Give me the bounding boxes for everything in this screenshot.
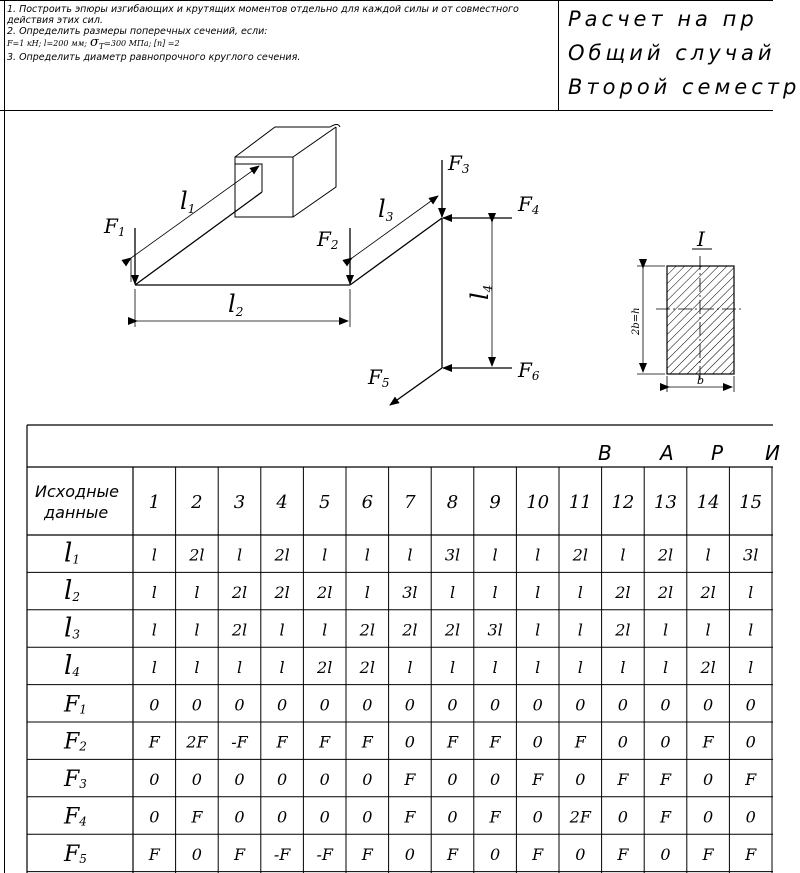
row-label: l4 — [64, 650, 80, 681]
table-cell: 0 — [234, 807, 245, 827]
task-line-2: действия этих сил. — [7, 15, 103, 26]
table-cell: 0 — [703, 695, 714, 715]
label-l3: l3 — [378, 195, 394, 224]
table-cell: 2l — [615, 583, 631, 603]
label-l1: l1 — [180, 187, 196, 216]
table-cell: 2l — [317, 657, 333, 677]
table-cell: 2l — [657, 583, 674, 603]
table-cell: F — [446, 844, 459, 864]
table-cell: l — [748, 620, 754, 640]
table-cell: F — [702, 732, 714, 752]
table-cell: l — [492, 583, 498, 603]
table-cell: 0 — [277, 770, 288, 790]
table-cell: l — [194, 583, 200, 603]
table-cell: 0 — [575, 695, 586, 715]
table-cell: l — [748, 657, 754, 677]
table-cell: 0 — [703, 770, 714, 790]
label-f3: F3 — [448, 151, 470, 176]
table-cell: F — [702, 844, 714, 864]
table-cell: l — [705, 545, 711, 565]
table-cell: 0 — [745, 807, 756, 827]
table-cell: 0 — [617, 695, 628, 715]
table-cell: l — [322, 620, 328, 640]
table-cell: l — [151, 620, 157, 640]
row-label: l2 — [64, 576, 80, 607]
table-cell: l — [449, 583, 456, 603]
title-line-1: Расчет на пр — [568, 7, 758, 31]
table-cell: 0 — [447, 807, 458, 827]
table-cell: 2l — [231, 583, 248, 603]
row-label: l1 — [64, 538, 80, 569]
table-cell: 2F — [569, 807, 591, 827]
table-cell: 2l — [317, 583, 333, 603]
variant-number: 6 — [361, 492, 374, 513]
table-cell: F — [617, 770, 629, 790]
table-cell: 3l — [444, 545, 461, 565]
variant-number: 12 — [611, 492, 635, 513]
table-cell: 3l — [743, 545, 759, 565]
table-cell: 0 — [149, 807, 160, 827]
table-cell: 0 — [149, 695, 160, 715]
title-line-3: Второй семестр — [568, 75, 800, 99]
table-cell: 2l — [231, 620, 248, 640]
label-f1: F1 — [104, 214, 126, 239]
label-f6: F6 — [518, 358, 540, 383]
table-cell: 0 — [703, 807, 714, 827]
table-cell: 0 — [745, 732, 756, 752]
table-cell: 2l — [657, 545, 674, 565]
variant-number: 7 — [404, 492, 416, 513]
table-cell: l — [151, 583, 157, 603]
label-f2: F2 — [317, 227, 339, 252]
title-line-2: Общий случай — [568, 41, 776, 65]
table-cell: 2F — [186, 732, 208, 752]
table-cell: l — [364, 545, 370, 565]
table-cell: 0 — [362, 807, 373, 827]
table-cell: 0 — [319, 695, 330, 715]
label-l4: l4 — [466, 284, 495, 300]
table-cell: 2l — [700, 583, 716, 603]
table-cell: 3l — [402, 583, 418, 603]
table-cell: 0 — [362, 770, 373, 790]
table-cell: l — [535, 545, 541, 565]
variant-number: 2 — [191, 492, 203, 513]
row-label: F2 — [64, 729, 87, 755]
table-cell: 2l — [189, 545, 205, 565]
header-label-line-1: Исходные — [35, 482, 120, 501]
table-cell: F — [745, 770, 757, 790]
table-cell: l — [577, 657, 583, 677]
table-cell: 0 — [277, 807, 288, 827]
table-cell: -F — [316, 844, 333, 864]
table-cell: 0 — [660, 732, 671, 752]
banner-letter: Р — [711, 441, 724, 465]
table-cell: l — [151, 545, 157, 565]
table-cell: 0 — [617, 807, 628, 827]
table-cell: F — [361, 732, 373, 752]
table-cell: 0 — [660, 844, 671, 864]
table-cell: l — [194, 657, 200, 677]
table-cell: l — [492, 545, 498, 565]
table-cell: 0 — [362, 695, 373, 715]
table-text — [35, 441, 780, 867]
task-line-3: 2. Определить размеры поперечных сечений, если: — [7, 26, 268, 37]
given-sigma: σ — [89, 35, 99, 50]
table-cell: 0 — [617, 732, 628, 752]
table-cell: 0 — [234, 695, 245, 715]
table-cell: 2l — [572, 545, 588, 565]
table-cell: F — [489, 807, 501, 827]
table-cell: -F — [273, 844, 291, 864]
table-cell: l — [407, 545, 413, 565]
table-cell: l — [620, 545, 626, 565]
table-cell: 2l — [359, 657, 375, 677]
table-cell: l — [748, 583, 754, 603]
table-cell: 0 — [319, 807, 330, 827]
variant-number: 8 — [446, 492, 459, 513]
table-cell: 0 — [404, 732, 415, 752]
table-cell: 0 — [191, 770, 202, 790]
table-cell: l — [662, 657, 669, 677]
table-cell: 0 — [404, 844, 415, 864]
table-cell: 0 — [191, 844, 202, 864]
table-cell: 0 — [575, 844, 586, 864]
table-cell: F — [745, 844, 757, 864]
variant-number: 14 — [696, 492, 720, 513]
table-cell: F — [276, 732, 288, 752]
variant-number: 15 — [739, 492, 763, 513]
variant-number: 13 — [654, 492, 677, 513]
table-cell: F — [532, 844, 544, 864]
table-cell: F — [659, 770, 672, 790]
table-cell: 0 — [660, 695, 671, 715]
variant-number: 9 — [489, 492, 501, 513]
table-cell: 2l — [444, 620, 461, 640]
table-cell: 2l — [274, 583, 290, 603]
section-width-label: b — [697, 374, 705, 387]
row-label: F4 — [64, 804, 87, 830]
row-label: F1 — [64, 692, 87, 718]
table-cell: 2l — [274, 545, 290, 565]
section-name: I — [697, 227, 705, 251]
row-label: F5 — [64, 841, 87, 867]
table-cell: 0 — [490, 844, 501, 864]
table-cell: F — [361, 844, 373, 864]
table-cell: l — [705, 620, 711, 640]
banner-letter: И — [765, 441, 780, 465]
table-cell: l — [577, 620, 583, 640]
given-pre: F=1 кН; l=200 мм; — [7, 39, 87, 48]
table-cell: l — [620, 657, 626, 677]
table-cell: l — [194, 620, 200, 640]
banner-letter: В — [598, 441, 612, 465]
table-cell: 0 — [404, 695, 415, 715]
table-cell: 2l — [359, 620, 375, 640]
given-sigma-sub: T — [98, 41, 105, 51]
label-f4: F4 — [518, 192, 540, 217]
table-cell: F — [191, 807, 203, 827]
given-post: =300 МПа; [n] =2 — [104, 39, 180, 48]
table-cell: l — [407, 657, 413, 677]
table-cell: l — [535, 657, 541, 677]
table-cell: F — [233, 844, 246, 864]
table-cell: -F — [231, 732, 248, 752]
table-cell: l — [449, 657, 456, 677]
variant-number: 10 — [526, 492, 550, 513]
table-cell: F — [148, 844, 160, 864]
section-height-label: 2b=h — [631, 307, 642, 335]
table-cell: 0 — [490, 770, 501, 790]
table-cell: l — [535, 583, 541, 603]
label-l2: l2 — [228, 290, 244, 319]
table-cell: 0 — [447, 770, 458, 790]
table-cell: F — [404, 807, 416, 827]
banner-letter: А — [660, 441, 674, 465]
table-cell: F — [148, 732, 160, 752]
table-cell: l — [236, 545, 243, 565]
variant-number: 5 — [318, 492, 331, 513]
table-cell: 0 — [149, 770, 160, 790]
label-f5: F5 — [368, 365, 390, 390]
task-line-5: 3. Определить диаметр равнопрочного круглого сечения. — [7, 51, 301, 63]
table-cell: F — [532, 770, 544, 790]
table-cell: F — [617, 844, 629, 864]
table-cell: 0 — [532, 695, 543, 715]
table-cell: 0 — [234, 770, 245, 790]
table-cell: l — [535, 620, 541, 640]
variant-number: 1 — [148, 492, 161, 513]
table-cell: l — [577, 583, 583, 603]
table-cell: 0 — [319, 770, 330, 790]
table-cell: l — [279, 657, 285, 677]
table-cell: l — [279, 620, 285, 640]
table-cell: l — [322, 545, 328, 565]
table-cell: F — [489, 732, 501, 752]
table-cell: 0 — [745, 695, 756, 715]
table-cell: 2l — [402, 620, 418, 640]
table-cell: 0 — [490, 695, 501, 715]
table-cell: F — [446, 732, 459, 752]
table-cell: l — [236, 657, 243, 677]
table-cell: 0 — [191, 695, 202, 715]
variant-number: 4 — [276, 492, 288, 513]
variant-number: 3 — [233, 492, 246, 513]
table-cell: 3l — [487, 620, 503, 640]
variant-number: 11 — [568, 492, 592, 513]
task-line-1: 1. Построить эпюры изгибающих и крутящих моментов отдельно для каждой силы и от совместного — [7, 4, 519, 15]
row-label: l3 — [64, 613, 80, 644]
table-cell: 0 — [447, 695, 458, 715]
table-cell: 0 — [575, 770, 586, 790]
table-cell: F — [574, 732, 586, 752]
table-cell: F — [319, 732, 331, 752]
row-label: F3 — [64, 767, 87, 793]
table-cell: l — [662, 620, 669, 640]
table-cell: 0 — [532, 807, 543, 827]
table-cell: F — [404, 770, 416, 790]
table-cell: F — [659, 807, 672, 827]
table-cell: 2l — [700, 657, 716, 677]
table-cell: l — [492, 657, 498, 677]
table-cell: 2l — [615, 620, 631, 640]
table-cell: l — [151, 657, 157, 677]
table-cell: l — [364, 583, 370, 603]
table-cell: 0 — [277, 695, 288, 715]
header-label-line-2: данные — [44, 503, 109, 522]
table-cell: 0 — [532, 732, 543, 752]
